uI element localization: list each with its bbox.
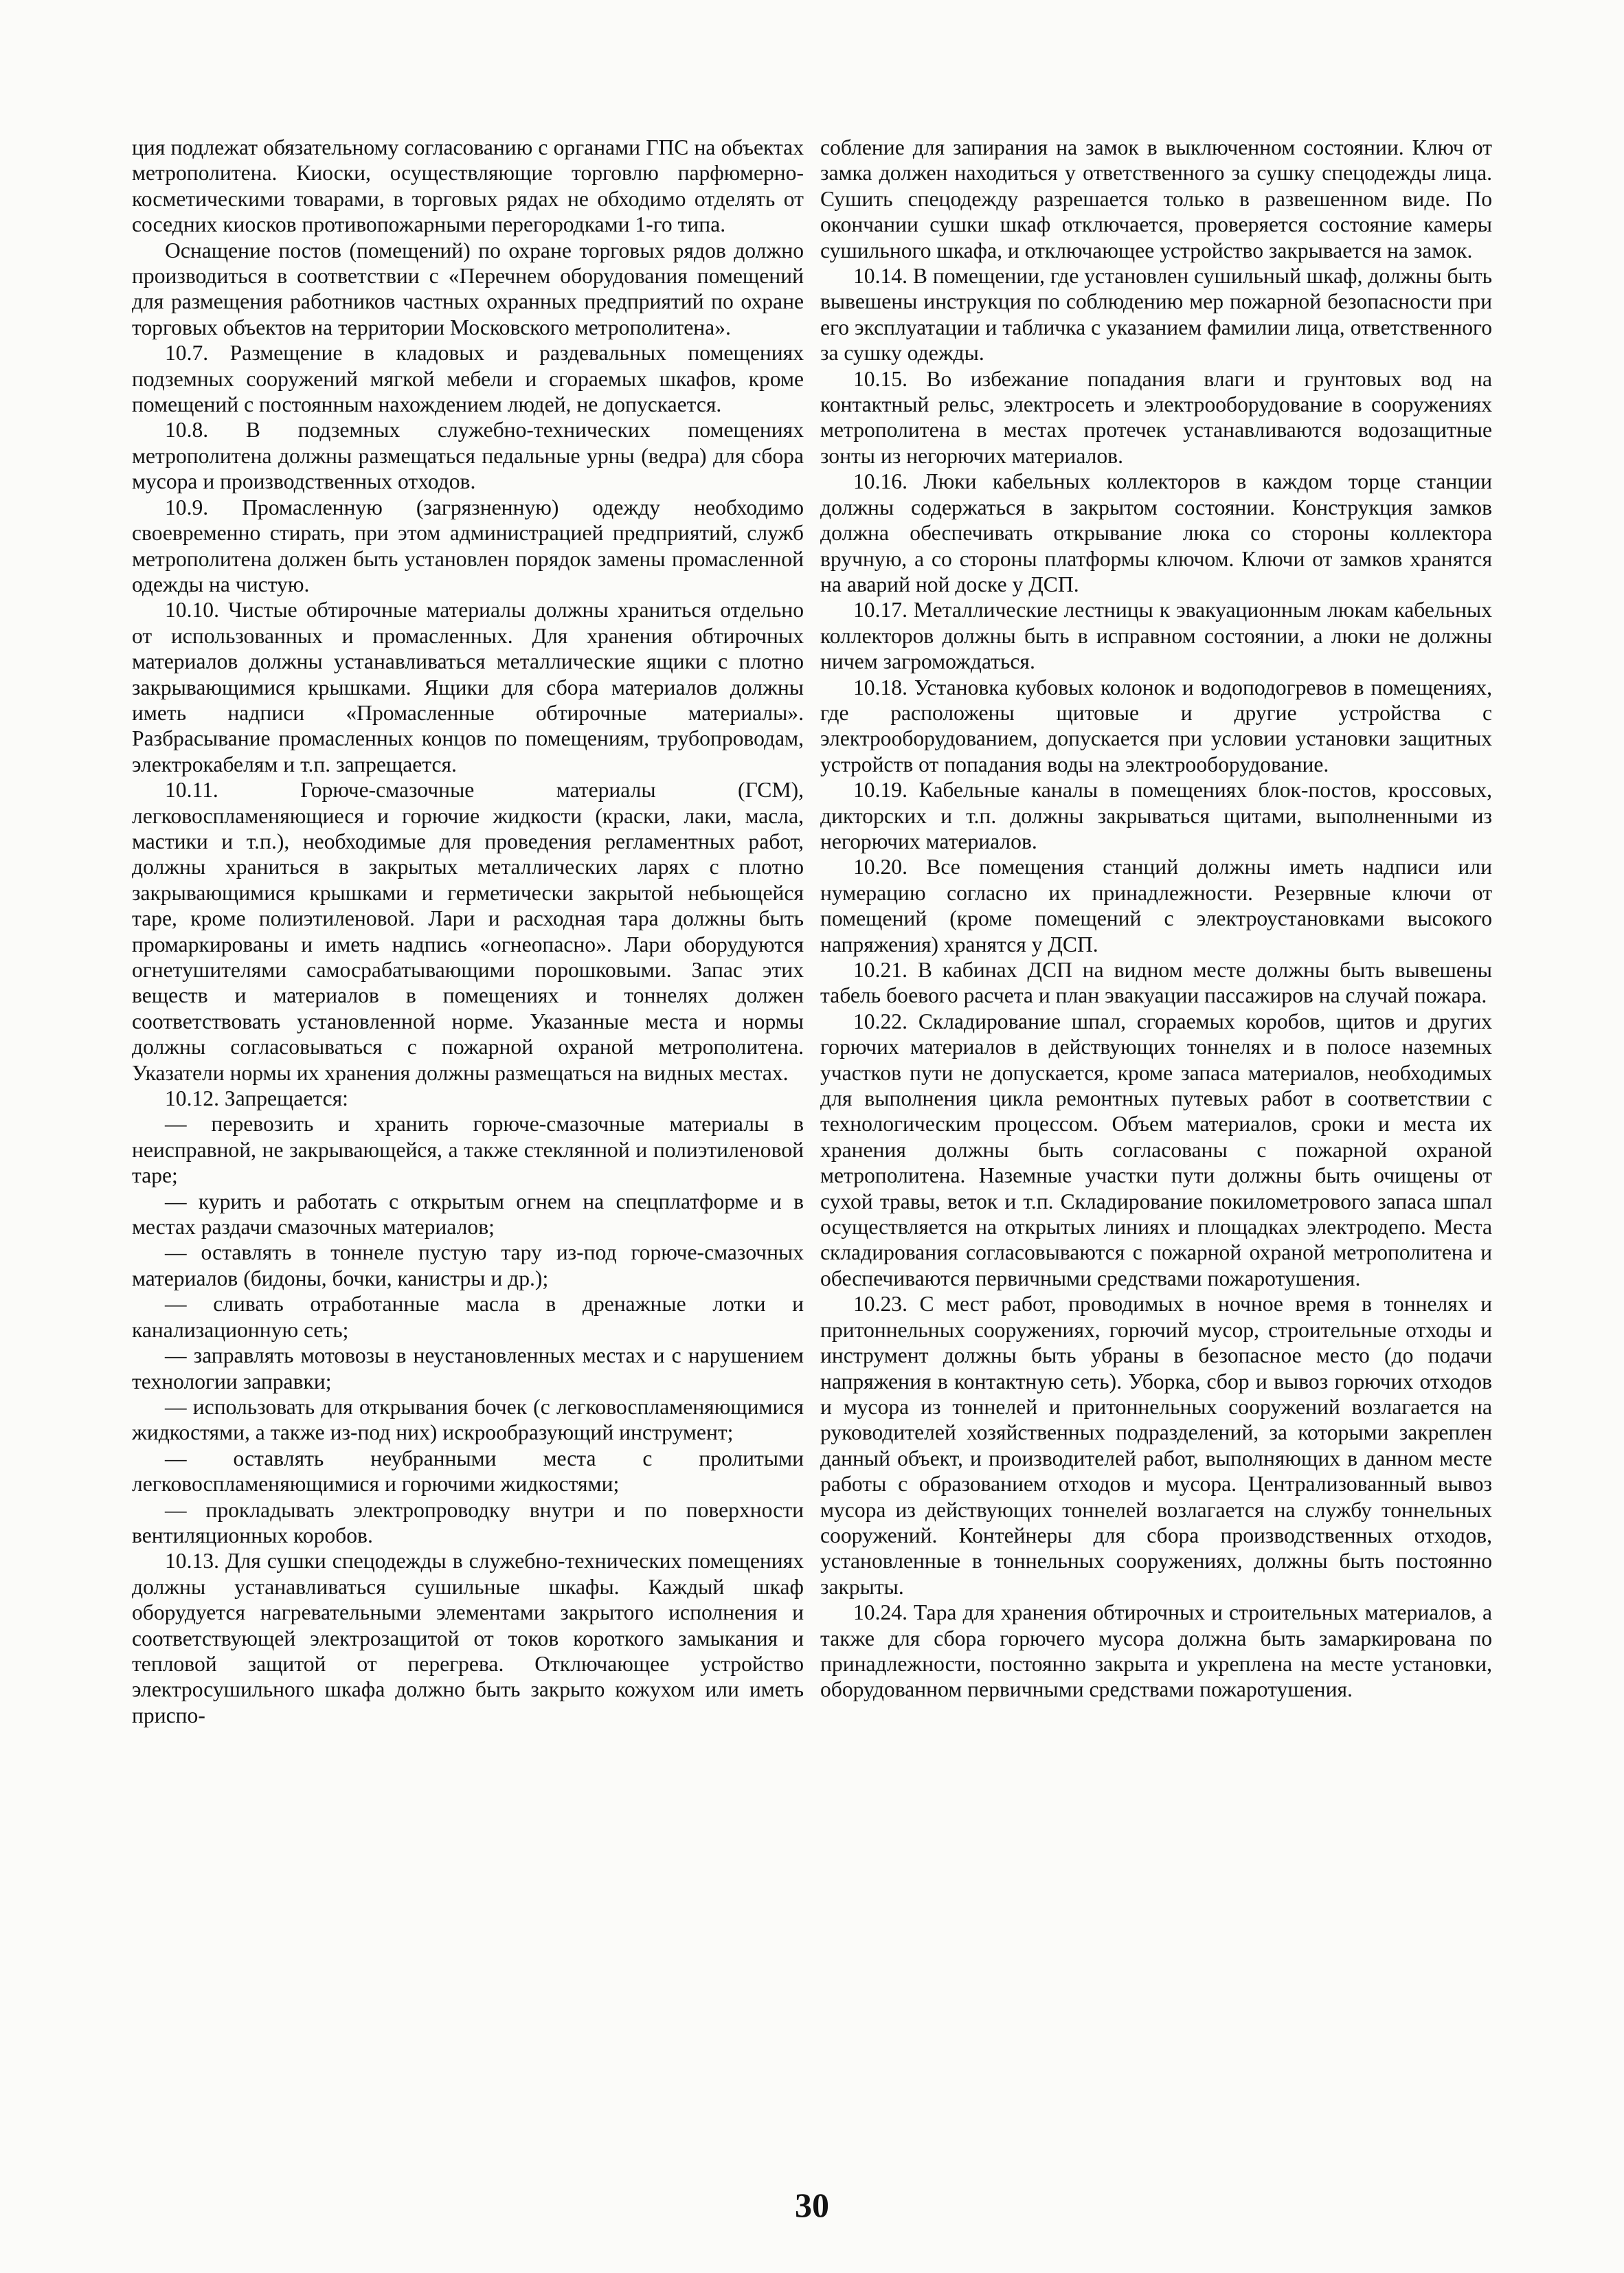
paragraph-10-11: 10.11. Горюче-смазочные материалы (ГСМ), легковоспламеняющиеся и горючие жидкости (краски, лаки, масла, мастики и т.п.), необходимые для проведения регламентных работ, должны храниться в закрытых металлических ларях с плотно закрывающимися крышками и герметически закрытой небьющейся таре, кроме полиэтиленовой. Лари и расходная тара должны быть промаркированы и иметь надпись «огнеопасно». Лари оборудуются огнетушителями самосрабатывающими порошковыми. Запас этих веществ и материалов в помещениях и тоннелях должен соответствовать установленной норме. Указанные места и нормы должны согласовываться с пожарной охраной метрополитена. Указатели нормы их хранения должны размещаться на видных местах. bbox=[132, 778, 804, 1085]
list-item: — оставлять в тоннеле пустую тару из-под горюче-смазочных материалов (бидоны, бочки, канистры и др.); bbox=[132, 1240, 804, 1290]
list-item: — курить и работать с открытым огнем на спецплатформе и в местах раздачи смазочных материалов; bbox=[132, 1189, 804, 1240]
paragraph-10-19: 10.19. Кабельные каналы в помещениях блок-постов, кроссовых, дикторских и т.п. должны закрываться щитами, выполненными из негорючих материалов. bbox=[820, 778, 1492, 853]
paragraph-10-20: 10.20. Все помещения станций должны иметь надписи или нумерацию согласно их принадлежности. Резервные ключи от помещений (кроме помещений с электроустановками высокого напряжения) хранятся у ДСП. bbox=[820, 855, 1492, 956]
left-column bbox=[132, 135, 804, 1728]
paragraph-10-24: 10.24. Тара для хранения обтирочных и строительных материалов, а также для сбора горючего мусора должна быть замаркирована по принадлежности, постоянно закрыта и укреплена на месте установки, оборудованном первичными средствами пожаротушения. bbox=[820, 1600, 1492, 1702]
list-item: — прокладывать электропроводку внутри и по поверхности вентиляционных коробов. bbox=[132, 1497, 804, 1547]
paragraph-10-12: 10.12. Запрещается: bbox=[165, 1086, 348, 1111]
paragraph-10-14: 10.14. В помещении, где установлен сушильный шкаф, должны быть вывешены инструкция по соблюдению мер пожарной безопасности при его эксплуатации и табличка с указанием фамилии лица, ответственного за сушку одежды. bbox=[820, 264, 1492, 366]
list-item: — перевозить и хранить горюче-смазочные материалы в неисправной, не закрывающейся, а также стеклянной и полиэтиленовой таре; bbox=[132, 1112, 804, 1188]
paragraph-10-15: 10.15. Во избежание попадания влаги и грунтовых вод на контактный рельс, электросеть и электрооборудование в сооружениях метрополитена в местах протечек устанавливаются водозащитные зонты из негорючих материалов. bbox=[820, 366, 1492, 468]
paragraph-10-21: 10.21. В кабинах ДСП на видном месте должны быть вывешены табель боевого расчета и план эвакуации пассажиров на случай пожара. bbox=[820, 958, 1492, 1008]
paragraph-10-13: 10.13. Для сушки спецодежды в служебно-технических помещениях должны устанавливаться сушильные шкафы. Каждый шкаф оборудуется нагревательными элементами закрытого исполнения и соответствующей электрозащитой от токов короткого замыкания и тепловой защитой от перегрева. Отключающее устройство электросушильного шкафа должно быть закрыто кожухом или иметь приспо- bbox=[132, 1549, 804, 1727]
paragraph-10-22: 10.22. Складирование шпал, сгораемых коробов, щитов и других горючих материалов в действующих тоннелях и в полосе наземных участков пути не допускается, кроме запаса материалов, необходимых для выполнения цикла ремонтных путевых работ в соответствии с технологическим процессом. Объем материалов, сроки и места их хранения должны быть согласованы с пожарной охраной метрополитена. Наземные участки пути должны быть очищены от сухой травы, веток и т.п. Складирование покилометрового запаса шпал осуществляется на открытых линиях и площадках электродепо. Места складирования согласовываются с пожарной охраной метрополитена и обеспечиваются первичными средствами пожаротушения. bbox=[820, 1009, 1492, 1290]
right-column bbox=[820, 135, 1492, 1703]
list-item: — оставлять неубранными места с пролитыми легковоспламеняющимися и горючими жидкостями; bbox=[132, 1446, 804, 1497]
paragraph-10-9: 10.9. Промасленную (загрязненную) одежду необходимо своевременно стирать, при этом администрацией предприятий, служб метрополитена должен быть установлен порядок замены промасленной одежды на чистую. bbox=[132, 495, 804, 596]
paragraph: ция подлежат обязательному согласованию с органами ГПС на объектах метрополитена. Киоски, осуществляющие торговлю парфюмерно-косметическими товарами, в торговых рядах не обходимо отделять от соседних киосков противопожарными перегородками 1-го типа. bbox=[132, 135, 804, 237]
paragraph: собление для запирания на замок в выключенном состоянии. Ключ от замка должен находиться у ответственного за сушку спецодежды лица. Сушить спецодежду разрешается только в развешенном виде. По окончании сушки шкаф отключается, проверяется состояние камеры сушильного шкафа, и отключающее устройство закрывается на замок. bbox=[820, 135, 1492, 262]
list-item: — использовать для открывания бочек (с легковоспламеняющимися жидкостями, а также из-под них) искрообразующий инструмент; bbox=[132, 1394, 804, 1445]
paragraph: Оснащение постов (помещений) по охране торговых рядов должно производиться в соответствии с «Перечнем оборудования помещений для размещения работников частных охранных предприятий по охране торговых объектов на территории Московского метрополитена». bbox=[132, 238, 804, 339]
paragraph-10-16: 10.16. Люки кабельных коллекторов в каждом торце станции должны содержаться в закрытом состоянии. Конструкция замков должна обеспечивать открывание люка со стороны коллектора вручную, а со стороны платформы ключом. Ключи от замков хранятся на аварий ной доске у ДСП. bbox=[820, 469, 1492, 596]
paragraph-10-10: 10.10. Чистые обтирочные материалы должны храниться отдельно от использованных и промасленных. Для хранения обтирочных материалов должны устанавливаться металлические ящики с плотно закрывающимися крышками. Ящики для сбора материалов должны иметь надписи «Промасленные обтирочные материалы». Разбрасывание промасленных концов по помещениям, трубопроводам, электрокабелям и т.п. запрещается. bbox=[132, 598, 804, 776]
paragraph-10-8: 10.8. В подземных служебно-технических помещениях метрополитена должны размещаться педальные урны (ведра) для сбора мусора и производственных отходов. bbox=[132, 418, 804, 494]
paragraph-10-18: 10.18. Установка кубовых колонок и водоподогревов в помещениях, где расположены щитовые и другие устройства с электрооборудованием, допускается при условии установки защитных устройств от попадания воды на электрооборудование. bbox=[820, 675, 1492, 776]
paragraph-10-7: 10.7. Размещение в кладовых и раздевальных помещениях подземных сооружений мягкой мебели и сгораемых шкафов, кроме помещений с постоянным нахождением людей, не допускается. bbox=[132, 341, 804, 417]
list-item: — сливать отработанные масла в дренажные лотки и канализационную сеть; bbox=[132, 1292, 804, 1342]
list-item: — заправлять мотовозы в неустановленных местах и с нарушением технологии заправки; bbox=[132, 1343, 804, 1393]
page-number: 30 bbox=[795, 2186, 829, 2224]
paragraph-10-17: 10.17. Металлические лестницы к эвакуационным люкам кабельных коллекторов должны быть в исправном состоянии, а люки не должны ничем загромождаться. bbox=[820, 598, 1492, 674]
paragraph-10-23: 10.23. С мест работ, проводимых в ночное время в тоннелях и притоннельных сооружениях, горючий мусор, строительные отходы и инструмент должны быть убраны в безопасное место (до подачи напряжения в контактную сеть). Уборка, сбор и вывоз горючих отходов и мусора из тоннелей и притоннельных сооружений возлагается на руководителей хозяйственных подразделений, за которыми закреплен данный объект, и производителей работ, выполняющих в данном месте работы с образованием отходов и мусора. Централизованный вывоз мусора из действующих тоннелей возлагается на службу тоннельных сооружений. Контейнеры для сбора производственных отходов, установленные в тоннельных сооружениях, должны быть постоянно закрыты. bbox=[820, 1292, 1492, 1599]
